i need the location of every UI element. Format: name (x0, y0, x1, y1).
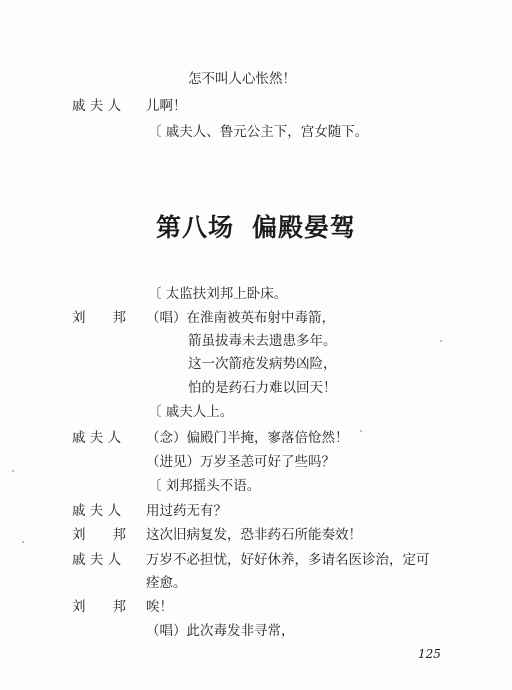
speaker-name: 刘 邦 (72, 310, 126, 326)
speaker-name: 刘 邦 (72, 599, 126, 615)
scan-speck (360, 430, 362, 432)
scene-name: 偏殿晏驾 (252, 213, 357, 242)
stage-direction: 〔 戚夫人、鲁元公主下，宫女随下。 (148, 124, 369, 140)
dialogue-line: 万岁不必担忧，好好休养，多请名医诊治，定可 (146, 552, 430, 568)
stage-direction: 〔 戚夫人上。 (148, 404, 234, 420)
dialogue-line: （唱）此次毒发非寻常， (146, 623, 295, 639)
verse-line: 箭虽拔毒未去遗患多年。 (188, 333, 337, 349)
dialogue-line: （进见）万岁圣恙可好了些吗？ (146, 454, 335, 470)
verse-line: 这一次箭疮发病势凶险， (188, 356, 337, 372)
verse-line: 怎不叫人心怅然！ (188, 71, 296, 87)
scan-speck (440, 340, 442, 342)
scene-number: 第八场 (155, 213, 234, 242)
dialogue-line: （唱）在淮南被英布射中毒箭， (146, 310, 335, 326)
verse-line: 怕的是药石力难以回天！ (188, 380, 337, 396)
speaker-name: 戚 夫 人 (72, 552, 122, 568)
dialogue-line: 儿啊！ (146, 98, 187, 114)
dialogue-line: 这次旧病复发，恐非药石所能奏效！ (146, 527, 362, 543)
scene-title (0, 208, 512, 244)
speaker-name: 戚 夫 人 (72, 98, 122, 114)
speaker-name: 戚 夫 人 (72, 503, 122, 519)
scan-speck (22, 541, 24, 543)
page-number: 125 (418, 647, 441, 661)
dialogue-line: 痊愈。 (146, 575, 187, 591)
stage-direction: 〔 太监扶刘邦上卧床。 (148, 286, 288, 302)
dialogue-line: 用过药无有？ (146, 503, 227, 519)
speaker-name: 戚 夫 人 (72, 430, 122, 446)
dialogue-line: 唉！ (146, 599, 173, 615)
dialogue-line: （念）偏殿门半掩，寥落倍怆然！ (146, 430, 349, 446)
scan-speck (12, 470, 14, 472)
stage-direction: 〔 刘邦摇头不语。 (148, 478, 261, 494)
speaker-name: 刘 邦 (72, 527, 126, 543)
